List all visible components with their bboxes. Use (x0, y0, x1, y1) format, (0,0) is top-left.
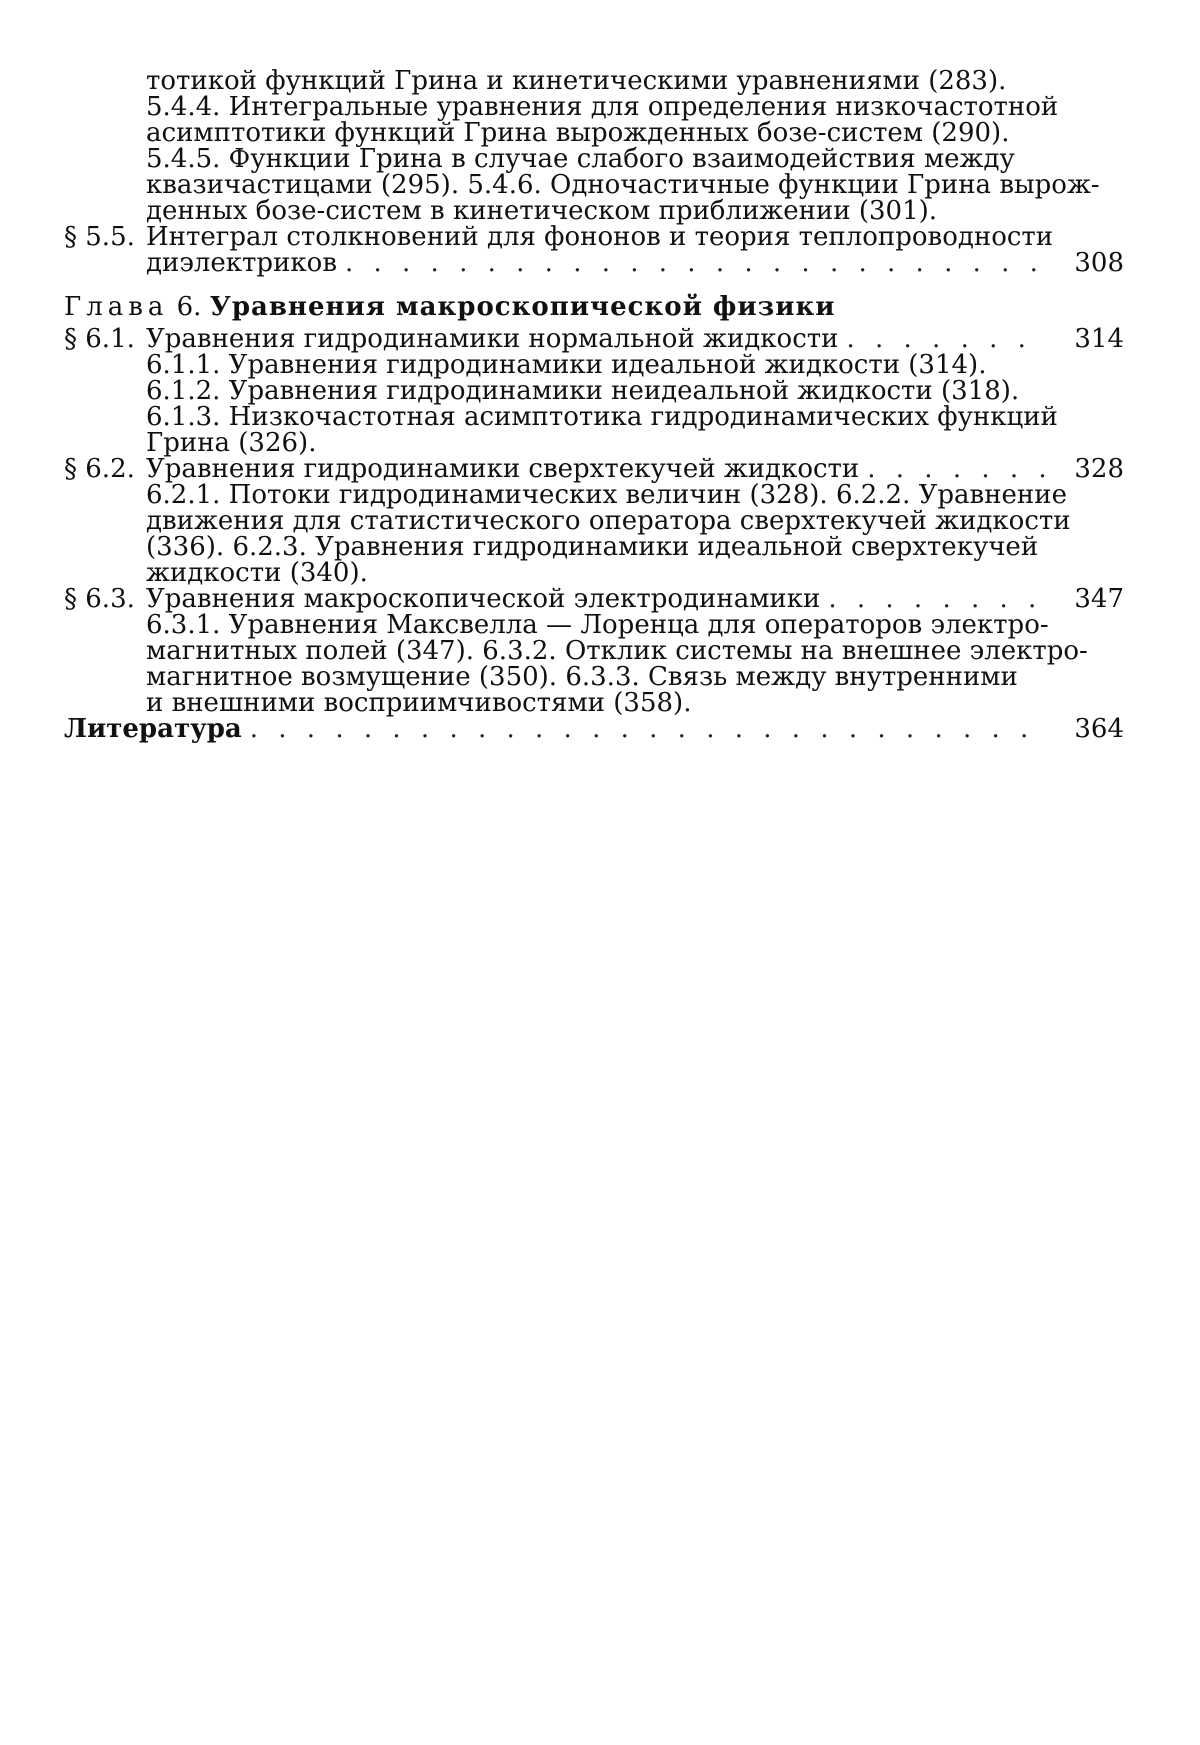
section-title: Уравнения макроскопической электродинамики (146, 584, 821, 614)
section-number: § 6.3. (64, 584, 135, 614)
page-number: 347 (1074, 584, 1124, 614)
chapter-heading (64, 294, 1124, 320)
toc-line: квазичастицами (295). 5.4.6. Одночастичные функции Грина вырож- (146, 170, 1100, 200)
leader-dots (345, 250, 1046, 276)
literature-entry (64, 716, 1124, 742)
toc-line: (336). 6.2.3. Уравнения гидродинамики идеальной сверхтекучей (146, 532, 1039, 562)
section-6-1 (64, 326, 1124, 456)
page-number: 364 (1074, 714, 1124, 744)
toc-line: 5.4.4. Интегральные уравнения для определения низкочастотной (146, 92, 1059, 122)
toc-line: 6.2.1. Потоки гидродинамических величин (328). 6.2.2. Уравнение (146, 480, 1067, 510)
section-6-3 (64, 586, 1124, 716)
chapter-label: Глава (64, 292, 169, 322)
section-title: Уравнения гидродинамики нормальной жидкости (146, 324, 839, 354)
leader-dots (846, 326, 1046, 352)
toc-line: жидкости (340). (146, 558, 368, 588)
leader-dots (828, 586, 1046, 612)
toc-line: движения для статистического оператора сверхтекучей жидкости (146, 506, 1071, 536)
table-of-contents (64, 68, 1124, 742)
section-6-2 (64, 456, 1124, 586)
continuation-5-4 (64, 68, 1124, 224)
page-number: 308 (1074, 248, 1124, 278)
chapter-title: Уравнения макроскопической физики (209, 292, 836, 322)
toc-line: магнитное возмущение (350). 6.3.3. Связь между внутренними (146, 662, 1018, 692)
leader-dots (867, 456, 1046, 482)
toc-line: Грина (326). (146, 428, 317, 458)
section-title: Интеграл столкновений для фононов и теория теплопроводности (146, 222, 1054, 252)
toc-line: тотикой функций Грина и кинетическими уравнениями (283). (146, 66, 1007, 96)
toc-line: асимптотики функций Грина вырожденных бозе-систем (290). (146, 118, 1010, 148)
toc-line: и внешними восприимчивостями (358). (146, 688, 692, 718)
section-number: § 6.2. (64, 454, 135, 484)
toc-line: 6.1.1. Уравнения гидродинамики идеальной жидкости (314). (146, 350, 987, 380)
page-number: 328 (1074, 454, 1124, 484)
section-number: § 5.5. (64, 222, 135, 252)
toc-line: денных бозе-систем в кинетическом приближении (301). (146, 196, 938, 226)
toc-line: 6.3.1. Уравнения Максвелла — Лоренца для операторов электро- (146, 610, 1049, 640)
section-5-5 (64, 224, 1124, 276)
section-number: § 6.1. (64, 324, 135, 354)
toc-line: 6.1.2. Уравнения гидродинамики неидеальной жидкости (318). (146, 376, 1020, 406)
section-title-cont: диэлектриков (146, 248, 337, 278)
toc-line: магнитных полей (347). 6.3.2. Отклик системы на внешнее электро- (146, 636, 1088, 666)
page-number: 314 (1074, 324, 1124, 354)
toc-line: 6.1.3. Низкочастотная асимптотика гидродинамических функций (146, 402, 1058, 432)
leader-dots (250, 716, 1046, 742)
section-title: Уравнения гидродинамики сверхтекучей жидкости (146, 454, 860, 484)
toc-line: 5.4.5. Функции Грина в случае слабого взаимодействия между (146, 144, 1015, 174)
literature-title: Литература (64, 714, 242, 744)
chapter-number: 6. (176, 292, 202, 322)
